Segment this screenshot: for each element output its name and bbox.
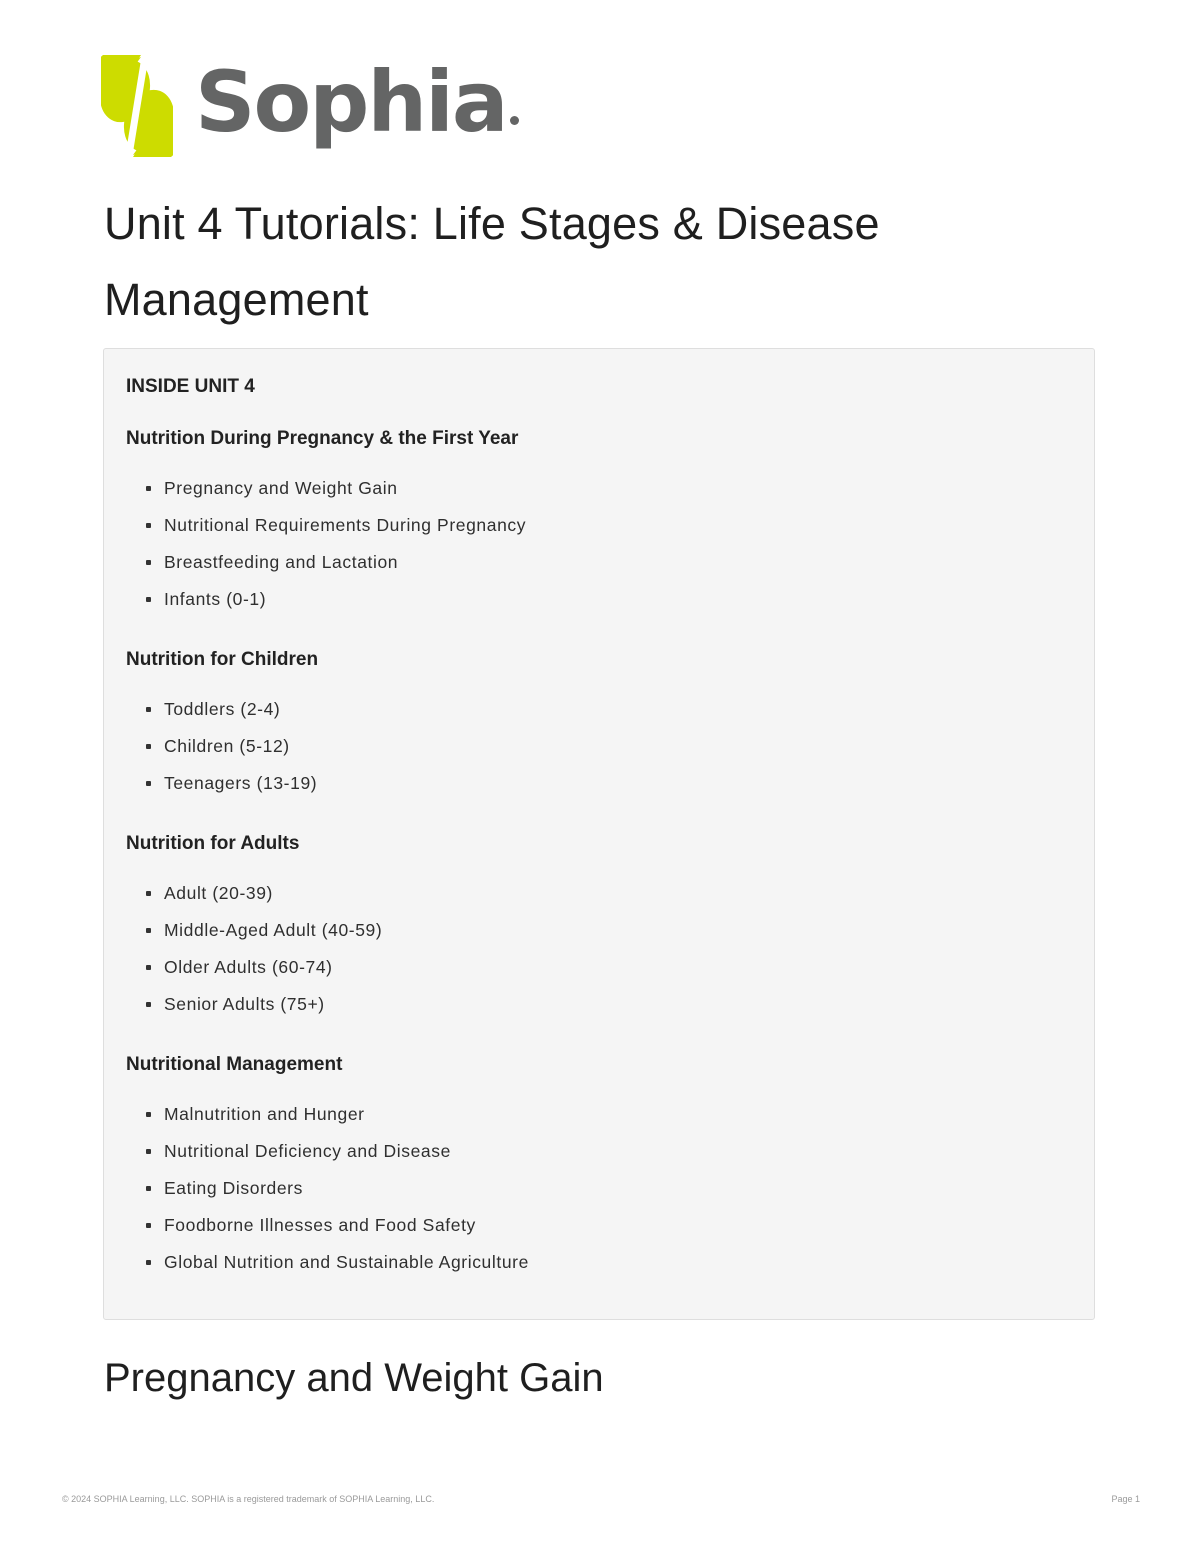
bullet-icon [146, 523, 151, 528]
list-item [126, 581, 1072, 618]
list-item-label: Toddlers (2-4) [164, 699, 281, 719]
bullet-icon [146, 928, 151, 933]
list-item [126, 691, 1072, 728]
footer-page-number: Page 1 [1111, 1494, 1140, 1504]
list-item-label: Foodborne Illnesses and Food Safety [164, 1215, 476, 1235]
bullet-icon [146, 597, 151, 602]
list-item-label: Teenagers (13-19) [164, 773, 318, 793]
list-item [126, 949, 1072, 986]
list-item-label: Nutritional Deficiency and Disease [164, 1141, 451, 1161]
bullet-icon [146, 744, 151, 749]
list-item [126, 1096, 1072, 1133]
sophia-logo [101, 54, 521, 158]
list-item [126, 875, 1072, 912]
list-item [126, 470, 1072, 507]
section-heading: Nutritional Management [126, 1054, 343, 1075]
brand-name: Sophia [195, 53, 507, 151]
inside-unit-box [103, 348, 1095, 1320]
bullet-icon [146, 1149, 151, 1154]
section-heading: Nutrition for Children [126, 649, 319, 670]
sophia-logo-icon [101, 55, 173, 157]
list-item-label: Breastfeeding and Lactation [164, 552, 399, 572]
bullet-icon [146, 1186, 151, 1191]
list-item-label: Middle-Aged Adult (40-59) [164, 920, 383, 940]
list-item [126, 1170, 1072, 1207]
section-list [126, 1096, 1072, 1281]
list-item-label: Older Adults (60-74) [164, 957, 333, 977]
bullet-icon [146, 891, 151, 896]
footer-copyright: © 2024 SOPHIA Learning, LLC. SOPHIA is a registered trademark of SOPHIA Learning, LLC. [62, 1494, 435, 1504]
bullet-icon [146, 1112, 151, 1117]
section-list [126, 875, 1072, 1023]
list-item-label: Children (5-12) [164, 736, 290, 756]
bullet-icon [146, 1002, 151, 1007]
list-item [126, 986, 1072, 1023]
list-item [126, 912, 1072, 949]
bullet-icon [146, 1223, 151, 1228]
bullet-icon [146, 486, 151, 491]
bullet-icon [146, 781, 151, 786]
list-item-label: Nutritional Requirements During Pregnancy [164, 515, 527, 535]
section-heading: Nutrition During Pregnancy & the First Year [126, 428, 519, 449]
section-title: Pregnancy and Weight Gain [104, 1356, 604, 1400]
section-list [126, 470, 1072, 618]
section-list [126, 691, 1072, 802]
list-item [126, 765, 1072, 802]
unit-box-heading: INSIDE UNIT 4 [126, 376, 255, 397]
list-item [126, 1244, 1072, 1281]
list-item [126, 728, 1072, 765]
section-heading: Nutrition for Adults [126, 833, 300, 854]
list-item-label: Senior Adults (75+) [164, 994, 325, 1014]
list-item-label: Infants (0-1) [164, 589, 267, 609]
bullet-icon [146, 965, 151, 970]
list-item-label: Malnutrition and Hunger [164, 1104, 365, 1124]
page-title: Unit 4 Tutorials: Life Stages & Disease Management [104, 198, 880, 325]
list-item-label: Pregnancy and Weight Gain [164, 478, 398, 498]
unit-sections [126, 427, 1072, 1281]
list-item-label: Eating Disorders [164, 1178, 303, 1198]
bullet-icon [146, 560, 151, 565]
list-item-label: Global Nutrition and Sustainable Agriculture [164, 1252, 529, 1272]
list-item [126, 544, 1072, 581]
logo-dot [510, 116, 519, 125]
bullet-icon [146, 707, 151, 712]
list-item [126, 1133, 1072, 1170]
list-item-label: Adult (20-39) [164, 883, 273, 903]
list-item [126, 1207, 1072, 1244]
list-item [126, 507, 1072, 544]
bullet-icon [146, 1260, 151, 1265]
